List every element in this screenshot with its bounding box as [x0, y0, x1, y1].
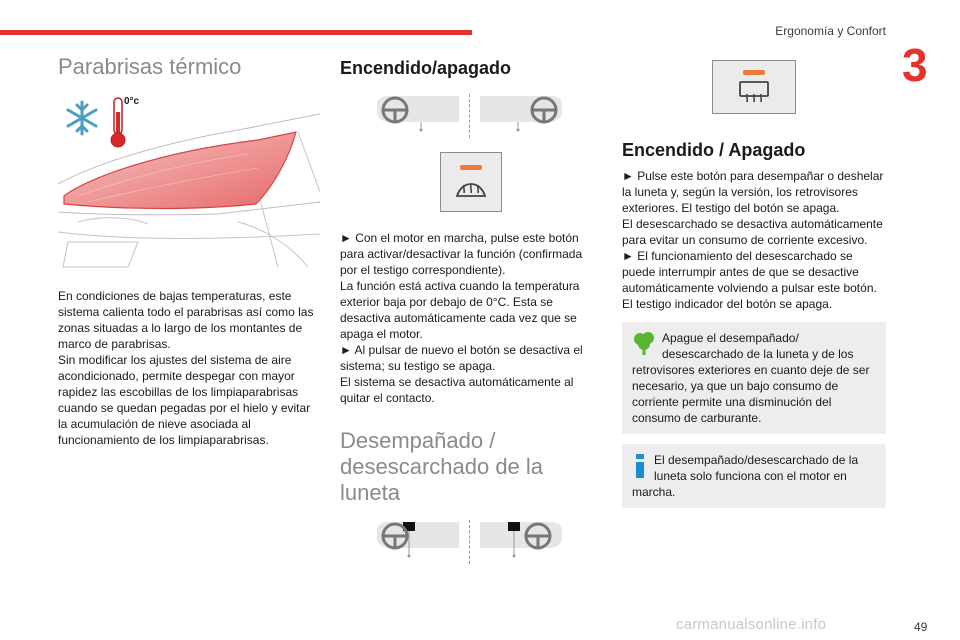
paragraph: El sistema se desactiva automáticamente al quitar el contacto. [340, 375, 574, 405]
watermark: carmanualsonline.info [676, 616, 827, 633]
paragraph: ► Al pulsar de nuevo el botón se desactiva el sistema; su testigo se apaga. [340, 343, 583, 373]
rear-window-defrost-icon [737, 80, 771, 104]
car-windshield-drawing [58, 92, 320, 272]
diagram-separator [469, 94, 470, 138]
rear-defrost-text [622, 168, 886, 312]
steering-position-diagram-2 [340, 520, 598, 564]
page-number: 49 [914, 620, 928, 634]
column-heated-windshield [58, 54, 320, 448]
info-note-text: El desempañado/desescarchado de la luneta solo funciona con el motor en marcha. [632, 453, 859, 499]
heated-windshield-button[interactable] [440, 152, 502, 212]
heading-on-off-rear: Encendido / Apagado [622, 140, 806, 160]
button-indicator-led [460, 165, 482, 170]
eco-note-text: Apague el desempañado/ desescarchado de la luneta y de los retrovisores exteriores en cuanto deje de ser necesario, ya que un bajo consumo de corriente permite una disminución del consumo de carburante. [632, 331, 870, 425]
thermometer-icon [111, 98, 125, 147]
column-on-off [340, 54, 598, 564]
header-accent-bar [0, 30, 472, 35]
paragraph: En condiciones de bajas temperaturas, este sistema calienta todo el parabrisas así como las zonas situadas a lo largo de los montantes de marco de parabrisas. [58, 289, 314, 351]
chapter-title: Ergonomía y Confort [775, 24, 886, 38]
steering-wheel-right-icon [478, 520, 564, 560]
temperature-label: 0°c [124, 96, 140, 107]
heading-heated-windshield: Parabrisas térmico [58, 54, 242, 79]
button-indicator-led [743, 70, 765, 75]
paragraph: Sin modificar los ajustes del sistema de aire acondicionado, permite despegar con mayor rapidez las escobillas de los limpiaparabrisas cuando se quedan pegadas por el hielo y evitar la acumulación de nieve asociada al funcionamiento de los limpiaparabrisas. [58, 353, 311, 447]
snowflake-icon [68, 102, 96, 134]
info-note [622, 444, 886, 508]
steering-wheel-left-icon [375, 520, 461, 560]
rear-defrost-button[interactable] [712, 60, 796, 114]
diagram-separator [469, 520, 470, 564]
steering-wheel-left-icon [375, 94, 461, 134]
paragraph: La función está activa cuando la temperatura exterior baja por debajo de 0°C. Esta se desactiva automáticamente cada vez que se apaga el motor. [340, 279, 580, 341]
windshield-illustration [58, 92, 320, 272]
eco-tree-icon [632, 330, 656, 356]
chapter-number: 3 [902, 39, 928, 91]
heated-windshield-text [58, 288, 320, 448]
paragraph: El desescarchado se desactiva automáticamente para evitar un consumo de corriente excesivo. [622, 217, 883, 247]
paragraph: ► El funcionamiento del desescarchado se puede interrumpir antes de que se desactive automáticamente volviendo a pulsar este botón. El testigo indicador del botón se apaga. [622, 249, 877, 311]
eco-note [622, 322, 886, 434]
heading-on-off: Encendido/apagado [340, 58, 512, 78]
paragraph: ► Con el motor en marcha, pulse este botón para activar/desactivar la función (confirmada por el testigo correspondiente). [340, 231, 583, 277]
info-icon [632, 452, 648, 480]
steering-position-diagram [340, 94, 598, 138]
steering-wheel-right-icon [478, 94, 564, 134]
windshield-defrost-icon [454, 176, 488, 200]
column-rear-defrost [622, 54, 886, 508]
on-off-text [340, 230, 598, 406]
heading-rear-defrost: Desempañado / desescarchado de la luneta [340, 428, 544, 505]
paragraph: ► Pulse este botón para desempañar o deshelar la luneta y, según la versión, los retrovisores exteriores. El testigo del botón se apaga. [622, 169, 884, 215]
